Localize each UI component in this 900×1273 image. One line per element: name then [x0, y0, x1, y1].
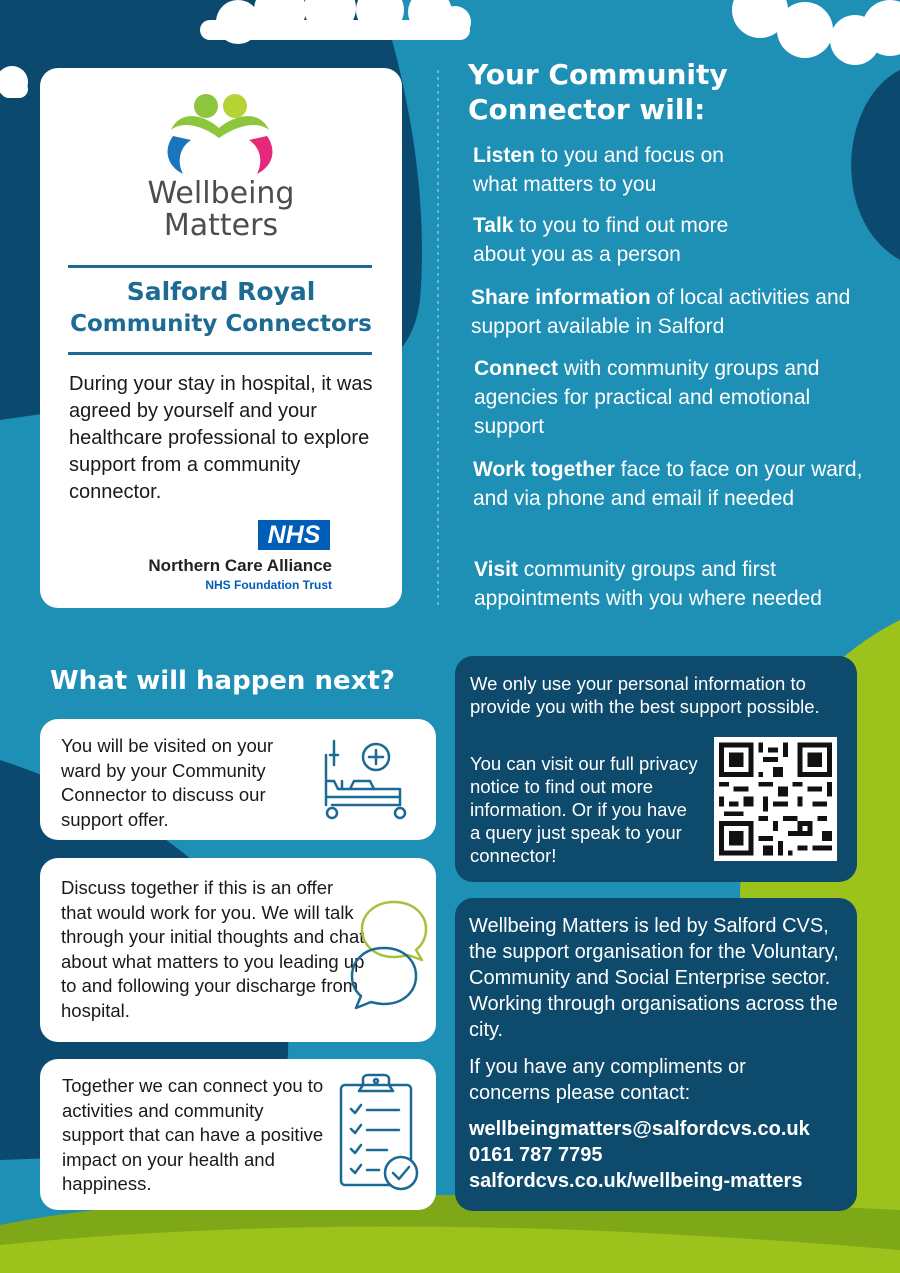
- privacy-panel: [455, 656, 857, 882]
- about-para1: Wellbeing Matters is led by Salford CVS, the support organisation for the Voluntary, Community and Social Enterprise sector. Working through organisations across the city.: [469, 915, 839, 1041]
- step-card: [40, 1059, 436, 1210]
- contact-website[interactable]: salfordcvs.co.uk/wellbeing-matters: [469, 1170, 803, 1192]
- connector-heading-line2: Connector will:: [468, 93, 706, 126]
- step-text: Together we can connect you to activities and community support that can have a positive impact on your health and happiness.: [62, 1075, 324, 1194]
- next-heading: What will happen next?: [50, 666, 395, 696]
- privacy-para2: You can visit our full privacy notice to find out more information. Or if you have a query just speak to your connector!: [470, 753, 698, 866]
- checklist-clipboard-icon: [335, 1073, 425, 1197]
- hospital-bed-icon: [320, 735, 412, 827]
- intro-card: [40, 68, 402, 608]
- contact-email[interactable]: wellbeingmatters@salfordcvs.co.uk: [469, 1118, 810, 1140]
- step-text: You will be visited on your ward by your Community Connector to discuss our support offer.: [61, 735, 274, 830]
- nhs-org-sub: NHS Foundation Trust: [205, 578, 332, 592]
- contact-phone[interactable]: 0161 787 7795: [469, 1144, 603, 1166]
- divider-bottom: [68, 352, 372, 355]
- connector-item: Listen to you and focus on what matters to you: [473, 144, 724, 196]
- about-panel: [455, 898, 857, 1211]
- speech-bubbles-icon: [344, 898, 434, 1018]
- step-text: Discuss together if this is an offer that would work for you. We will talk through your initial thoughts and chat about what matters to you leading up to and following your discharge from hospital.: [61, 877, 365, 1021]
- privacy-para1: We only use your personal information to provide you with the best support possible.: [470, 673, 820, 717]
- divider-top: [68, 265, 372, 268]
- wellbeing-logo-icon: [161, 88, 279, 180]
- card-title-line1: Salford Royal: [126, 277, 316, 306]
- about-para2: If you have any compliments or concerns please contact:: [469, 1056, 746, 1104]
- step-card: [40, 719, 436, 840]
- connector-item: Work together face to face on your ward, and via phone and email if needed: [473, 458, 863, 510]
- nhs-org-name: Northern Care Alliance: [148, 556, 332, 575]
- connector-item: Talk to you to find out more about you as a person: [473, 214, 729, 266]
- nhs-badge: NHS: [258, 520, 330, 550]
- logo-line2: Matters: [163, 208, 279, 243]
- qr-code-icon: [714, 737, 837, 861]
- connector-item: Visit community groups and first appointments with you where needed: [474, 558, 822, 610]
- intro-body: During your stay in hospital, it was agreed by yourself and your healthcare professional to explore support from a community connector.: [69, 373, 373, 503]
- connector-item: Share information of local activities and support available in Salford: [471, 286, 851, 338]
- qr-code[interactable]: [714, 737, 837, 861]
- logo-line1: Wellbeing: [147, 176, 295, 211]
- card-title-line2: Community Connectors: [70, 311, 372, 337]
- connector-heading-line1: Your Community: [468, 58, 728, 91]
- step-card: [40, 858, 436, 1042]
- connector-item: Connect with community groups and agencies for practical and emotional support: [474, 357, 820, 438]
